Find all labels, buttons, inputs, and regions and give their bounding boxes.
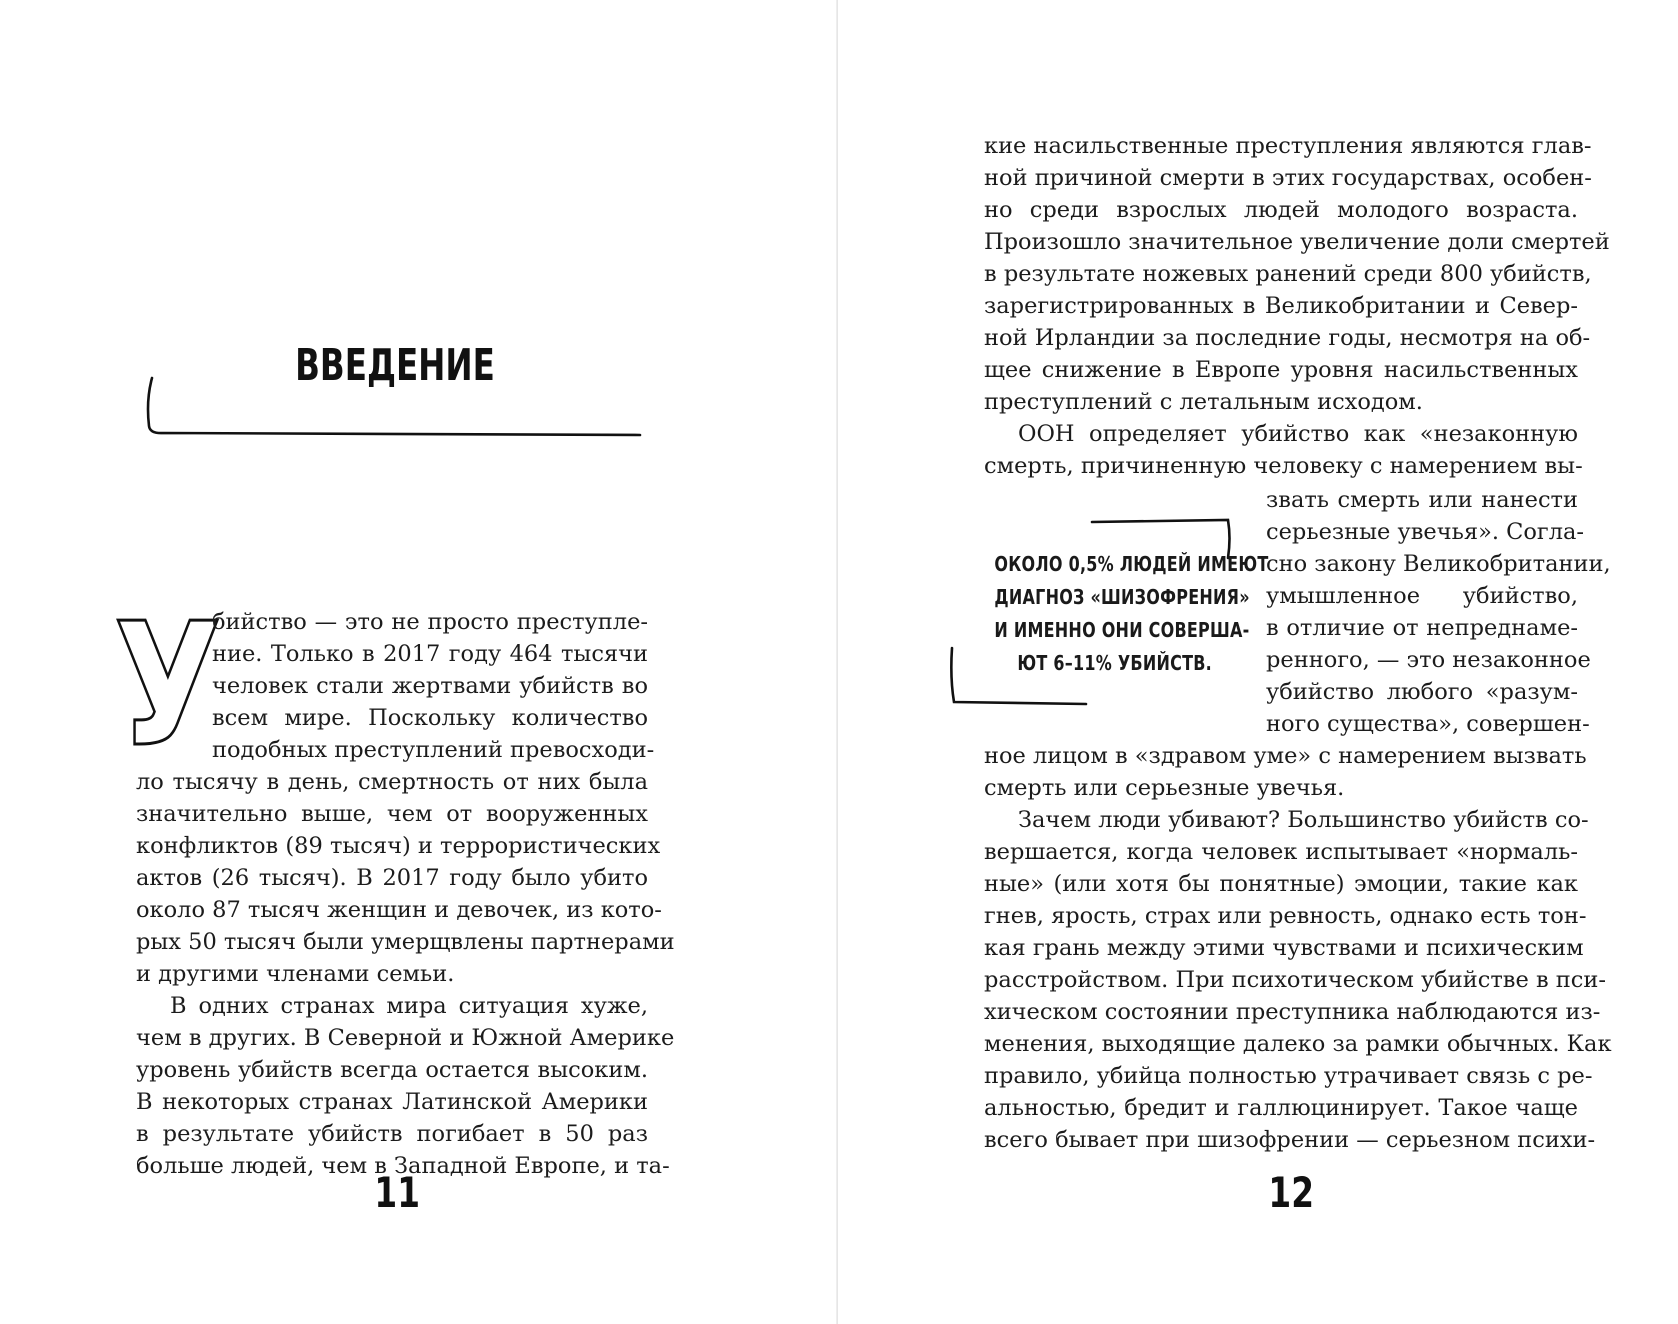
text-line: кие насильственные преступления являются глав- (984, 133, 1592, 159)
pull-quote-line: И ИМЕННО ОНИ СОВЕРША- (994, 618, 1250, 642)
chapter-underline-decoration (144, 378, 644, 438)
text-line: ООН определяет убийство как «незаконную (1018, 421, 1578, 447)
text-line: смерть, причиненную человеку с намерением вы- (984, 453, 1583, 479)
text-line: всего бывает при шизофрении — серьезном психи- (984, 1127, 1596, 1153)
text-line: в результате ножевых ранений среди 800 убийств, (984, 261, 1592, 287)
chapter-title: ВВЕДЕНИЕ (295, 340, 495, 391)
text-line: Произошло значительное увеличение доли смертей (984, 229, 1610, 255)
text-line: ные» (или хотя бы понятные) эмоции, такие как (984, 871, 1578, 897)
text-line: зарегистрированных в Великобритании и Север- (984, 293, 1578, 319)
text-line: ной Ирландии за последние годы, несмотря на об- (984, 325, 1591, 351)
right-body-text-top (984, 130, 1610, 482)
text-line: ное лицом в «здравом уме» с намерением вызвать (984, 743, 1587, 769)
text-line: правило, убийца полностью утрачивает связь с ре- (984, 1063, 1593, 1089)
text-line: около 87 тысяч женщин и девочек, из кото- (136, 897, 662, 923)
svg-text:У: У (113, 586, 222, 785)
text-line: В одних странах мира ситуация хуже, (170, 993, 648, 1019)
text-line: гнев, ярость, страх или ревность, однако есть тон- (984, 903, 1587, 929)
text-line: в результате убийств погибает в 50 раз (136, 1121, 648, 1147)
text-line: ние. Только в 2017 году 464 тысячи (212, 641, 648, 667)
text-line: ренного, — это незаконное (1266, 647, 1591, 673)
text-line: всем мире. Поскольку количество (212, 705, 648, 731)
text-line: сно закону Великобритании, (1266, 551, 1611, 577)
text-line: умышленное убийство, (1266, 583, 1578, 609)
text-line: рых 50 тысяч были умерщвлены партнерами (136, 929, 675, 955)
text-line: кая грань между этими чувствами и психическим (984, 935, 1584, 961)
text-line: расстройством. При психотическом убийстве в пси- (984, 967, 1606, 993)
pull-quote-line: ДИАГНОЗ «ШИЗОФРЕНИЯ» (994, 585, 1250, 609)
text-line: звать смерть или нанести (1266, 487, 1578, 513)
text-line: смерть или серьезные увечья. (984, 775, 1345, 801)
text-line: уровень убийств всегда остается высоким. (136, 1057, 648, 1083)
pull-quote (940, 548, 1269, 680)
text-line: ного существа», совершен- (1266, 711, 1590, 737)
right-wrapped-text (1266, 484, 1611, 740)
text-line: менения, выходящие далеко за рамки обычных. Как (984, 1031, 1612, 1057)
page-number: 12 (1268, 1168, 1315, 1217)
pull-quote-line: ОКОЛО 0,5% ЛЮДЕЙ ИМЕЮТ (994, 552, 1269, 576)
text-line: ной причиной смерти в этих государствах, особен- (984, 165, 1592, 191)
right-body-text-bottom (984, 740, 1612, 1156)
text-line: больше людей, чем в Западной Европе, и та- (136, 1153, 670, 1179)
text-line: В некоторых странах Латинской Америки (136, 1089, 648, 1115)
text-line: чем в других. В Северной и Южной Америке (136, 1025, 675, 1051)
left-body-text (136, 766, 675, 1182)
text-line: актов (26 тысяч). В 2017 году было убито (136, 865, 648, 891)
text-line: серьезные увечья». Согла- (1266, 519, 1584, 545)
text-line: подобных преступлений превосходи- (212, 737, 655, 763)
text-line: Зачем люди убивают? Большинство убийств со- (1018, 807, 1589, 833)
text-line: конфликтов (89 тысяч) и террористических (136, 833, 661, 859)
text-line: в отличие от непреднаме- (1266, 615, 1578, 641)
left-intro-wrapped-text (212, 606, 655, 766)
text-line: преступлений с летальным исходом. (984, 389, 1423, 415)
text-line: хическом состоянии преступника наблюдаются из- (984, 999, 1601, 1025)
text-line: вершается, когда человек испытывает «нормаль- (984, 839, 1578, 865)
left-page (0, 0, 838, 1324)
page-number: 11 (374, 1168, 421, 1217)
text-line: убийство любого «разум- (1266, 679, 1578, 705)
text-line: и другими членами семьи. (136, 961, 455, 987)
text-line: щее снижение в Европе уровня насильственных (984, 357, 1578, 383)
text-line: значительно выше, чем от вооруженных (136, 801, 648, 827)
drop-cap-letter (113, 586, 222, 785)
text-line: но среди взрослых людей молодого возраста. (984, 197, 1578, 223)
text-line: альностью, бредит и галлюцинирует. Такое чаще (984, 1095, 1578, 1121)
text-line: человек стали жертвами убийств во (212, 673, 648, 699)
pull-quote-line: ЮТ 6–11% УБИЙСТВ. (1017, 651, 1212, 675)
text-line: бийство — это не просто преступле- (212, 609, 648, 635)
text-line: ло тысячу в день, смертность от них была (136, 769, 648, 795)
